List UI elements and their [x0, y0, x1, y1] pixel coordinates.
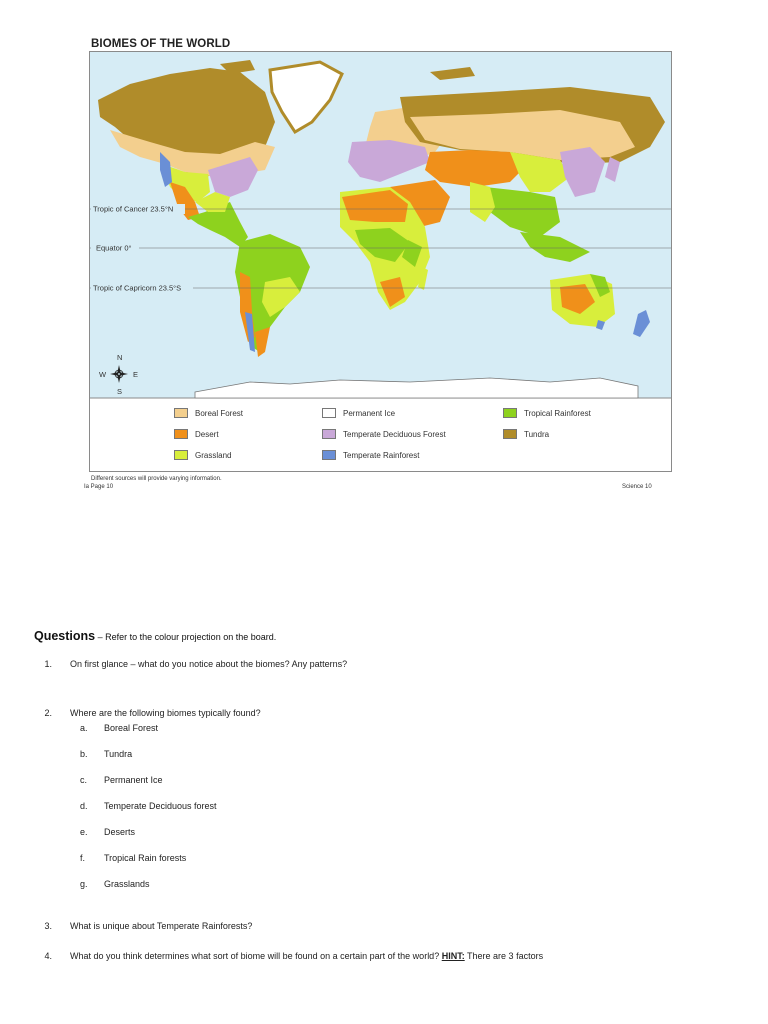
hint-text: There are 3 factors [464, 951, 544, 961]
legend-swatch [174, 429, 188, 439]
question-number: 4. [44, 951, 52, 961]
hint-label: HINT: [441, 951, 465, 961]
svg-text:N: N [117, 353, 123, 362]
sub-question-letter: g. [80, 879, 88, 889]
legend-tundra [503, 429, 549, 439]
question-text: What is unique about Temperate Rainforests? [70, 921, 253, 931]
legend-label: Temperate Rainforest [343, 450, 420, 460]
question-text: Where are the following biomes typically found? [70, 708, 261, 718]
sub-question-text: Permanent Ice [104, 775, 163, 785]
equator-label: Equator 0° [96, 243, 132, 253]
legend-swatch [174, 408, 188, 418]
legend-label: Boreal Forest [195, 408, 244, 418]
questions-title: Questions [34, 629, 96, 643]
legend-swatch [503, 408, 517, 418]
legend-permanent-ice [322, 408, 395, 418]
sub-question-text: Boreal Forest [104, 723, 159, 733]
sub-question-text: Tropical Rain forests [104, 853, 187, 863]
sub-question-text: Tundra [104, 749, 133, 759]
sub-question-text: Grasslands [104, 879, 150, 889]
legend-temperate-deciduous-forest [322, 429, 446, 439]
page-left-label: Ia Page 10 [84, 484, 114, 490]
sub-question-letter: f. [80, 853, 86, 863]
page-right-label: Science 10 [622, 484, 652, 490]
tropic-of-cancer-label: Tropic of Cancer 23.5°N [93, 204, 174, 214]
svg-text:W: W [99, 370, 107, 379]
sub-question-text: Deserts [104, 827, 136, 837]
question-text: What do you think determines what sort of biome will be found on a certain part of the world? [70, 951, 442, 961]
legend-boreal-forest [174, 408, 243, 418]
question-text-wrap [70, 951, 543, 961]
legend-label: Temperate Deciduous Forest [343, 429, 446, 439]
legend-desert [174, 429, 219, 439]
legend-grassland [174, 450, 231, 460]
sub-question-letter: a. [80, 723, 88, 733]
legend-label: Grassland [195, 450, 232, 460]
sub-question-letter: d. [80, 801, 88, 811]
tropic-of-capricorn-label: Tropic of Capricorn 23.5°S [93, 283, 182, 293]
map-title: BIOMES OF THE WORLD [91, 38, 231, 50]
map-frame [89, 51, 672, 472]
question-text: On first glance – what do you notice about the biomes? Any patterns? [70, 659, 348, 669]
legend-label: Tropical Rainforest [524, 408, 591, 418]
sub-question-letter: b. [80, 749, 88, 759]
question-number: 2. [44, 708, 52, 718]
question-number: 1. [44, 659, 52, 669]
legend-swatch [322, 429, 336, 439]
source-note: Different sources will provide varying information. [91, 476, 222, 482]
questions-heading [34, 629, 276, 643]
legend-label: Desert [195, 429, 219, 439]
legend-tropical-rainforest [503, 408, 591, 418]
legend-swatch [322, 408, 336, 418]
question-number: 3. [44, 921, 52, 931]
sub-question-text: Temperate Deciduous forest [104, 801, 217, 811]
questions-subtitle: – Refer to the colour projection on the board. [95, 632, 277, 642]
legend-label: Tundra [524, 429, 550, 439]
svg-text:S: S [117, 387, 123, 396]
sub-question-letter: c. [80, 775, 88, 785]
svg-text:E: E [133, 370, 139, 379]
legend-temperate-rainforest [322, 450, 419, 460]
legend-label: Permanent Ice [343, 408, 396, 418]
legend-swatch [322, 450, 336, 460]
legend-swatch [503, 429, 517, 439]
sub-question-letter: e. [80, 827, 88, 837]
legend-swatch [174, 450, 188, 460]
